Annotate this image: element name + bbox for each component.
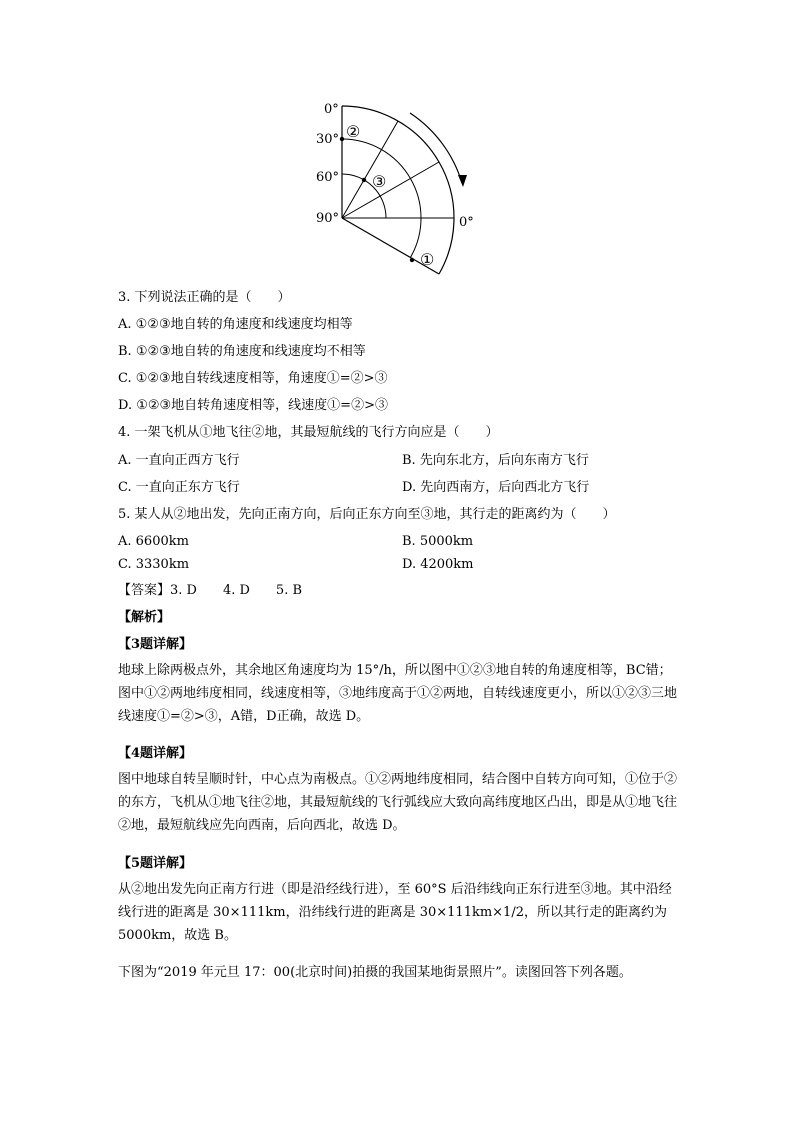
q3-option-c: C. ①②③地自转线速度相等，角速度①=②>③ bbox=[118, 371, 388, 386]
detail-5-body: 从②地出发先向正南方行进（即是沿经线行进），至 60°S 后沿纬线向正东行进至③地。其中沿经线行进的距离是 30×111km，沿纬线行进的距离是 30×111km×1/2，所以其行走的距离约为 5000km，故选 B。 bbox=[118, 882, 672, 943]
q4-option-d: D. 先向西南方，后向西北方飞行 bbox=[402, 480, 590, 495]
q5-stem: 5. 某人从②地出发，先向正南方向，后向正东方向至③地，其行走的距离约为（ ） bbox=[118, 507, 616, 522]
q5-option-c: C. 3330km bbox=[118, 557, 190, 572]
lat-label-30: 30° bbox=[316, 132, 340, 147]
lat-label-0: 0° bbox=[324, 102, 339, 117]
polar-diagram-svg bbox=[300, 95, 490, 275]
lat-label-60: 60° bbox=[316, 170, 340, 185]
q4-option-c: C. 一直向正东方飞行 bbox=[118, 480, 240, 495]
q3-option-b: B. ①②③地自转的角速度和线速度均不相等 bbox=[118, 344, 366, 359]
q3-option-d: D. ①②③地自转角速度相等，线速度①=②>③ bbox=[118, 398, 388, 413]
point-1-label: ① bbox=[420, 250, 435, 269]
polar-view-diagram bbox=[300, 95, 490, 275]
lon-label-0: 0° bbox=[459, 215, 474, 230]
analysis-header: 【解析】 bbox=[118, 610, 171, 625]
point-2-label: ② bbox=[346, 122, 361, 141]
q5-option-a: A. 6600km bbox=[118, 534, 189, 549]
q4-option-b: B. 先向东北方，后向东南方飞行 bbox=[402, 453, 589, 468]
q3-stem: 3. 下列说法正确的是（ ） bbox=[118, 290, 291, 305]
lat-label-90: 90° bbox=[316, 211, 340, 226]
rotation-arrowhead bbox=[458, 175, 467, 187]
q4-option-a: A. 一直向正西方飞行 bbox=[118, 453, 240, 468]
point-3-label: ③ bbox=[372, 172, 387, 191]
detail-4-header: 【4题详解】 bbox=[118, 746, 193, 761]
next-section-intro: 下图为“2019 年元旦 17：00(北京时间)拍摄的我国某地街景照片”。读图回答下列各题。 bbox=[118, 965, 632, 980]
q3-option-a: A. ①②③地自转的角速度和线速度均相等 bbox=[118, 317, 353, 332]
q5-option-b: B. 5000km bbox=[402, 534, 474, 549]
detail-3-body: 地球上除两极点外，其余地区角速度均为 15°/h，所以图中①②③地自转的角速度相等，BC错；图中①②两地纬度相同，线速度相等，③地纬度高于①②两地，自转线速度更小，所以①②③三地线速度①=②>③，A错，D正确，故选 D。 bbox=[118, 663, 678, 724]
detail-3-header: 【3题详解】 bbox=[118, 637, 193, 652]
rotation-arrow bbox=[410, 113, 462, 183]
q4-stem: 4. 一架飞机从①地飞往②地，其最短航线的飞行方向应是（ ） bbox=[118, 425, 499, 440]
point-2 bbox=[340, 137, 344, 141]
point-1 bbox=[410, 258, 414, 262]
meridian-60 bbox=[342, 162, 439, 218]
detail-5-header: 【5题详解】 bbox=[118, 856, 193, 871]
detail-4-body: 图中地球自转呈顺时针，中心点为南极点。①②两地纬度相同，结合图中自转方向可知，①位于②的东方，飞机从①地飞往②地，其最短航线的飞行弧线应大致向高纬度地区凸出，即是从①地飞往②地，最短航线应先向西南，后向西北，故选 D。 bbox=[118, 772, 678, 833]
point-3 bbox=[362, 178, 366, 182]
answer-line: 【答案】3. D 4. D 5. B bbox=[118, 583, 303, 598]
q5-option-d: D. 4200km bbox=[402, 557, 474, 572]
